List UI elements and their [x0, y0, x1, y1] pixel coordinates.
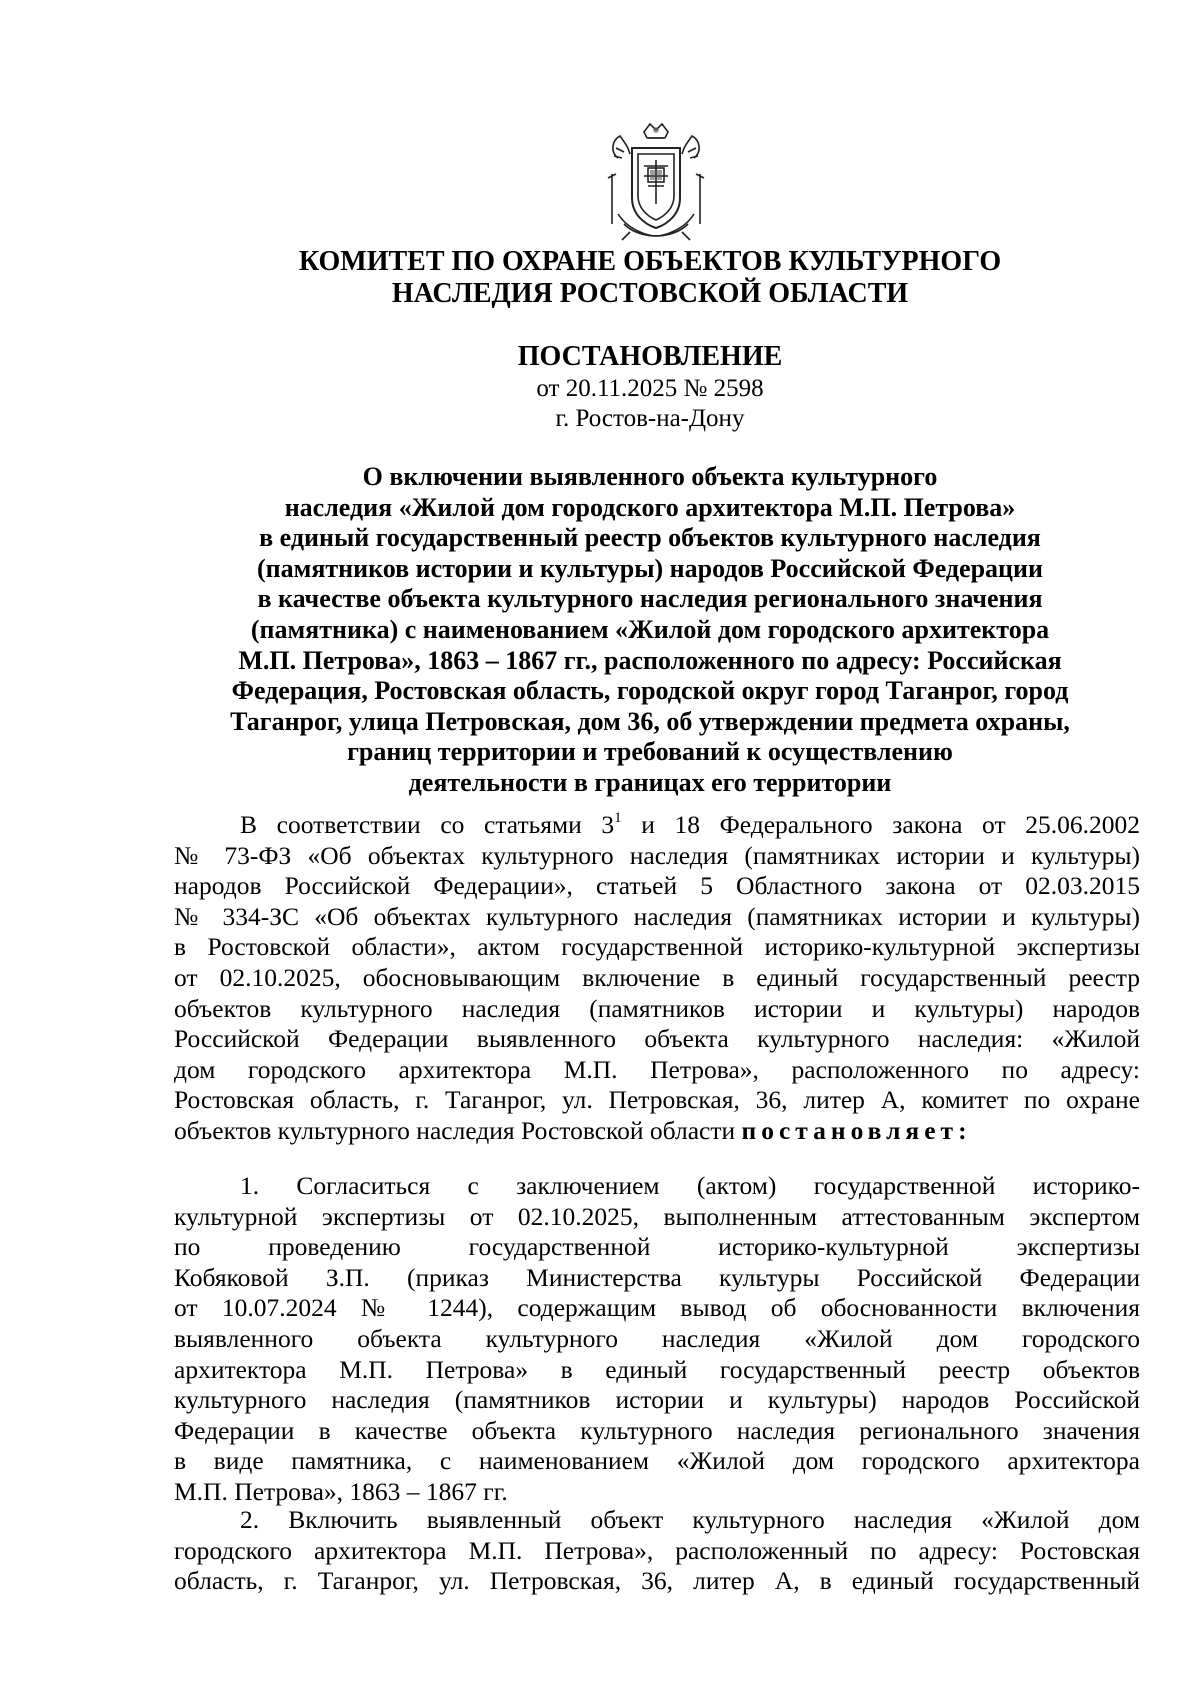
preamble-line: в Ростовской области», актом государственной историко-культурной экспертизы [174, 932, 1140, 962]
organization-title-line-2: НАСЛЕДИЯ РОСТОВСКОЙ ОБЛАСТИ [391, 278, 909, 309]
subject-line: (памятника) с наименованием «Жилой дом городского архитектора [250, 614, 1050, 644]
item-line: от 10.07.2024 № 1244), содержащим вывод об обоснованности включения [174, 1293, 1140, 1323]
subject-line: в единый государственный реестр объектов культурного наследия [259, 523, 1041, 553]
preamble-text: В соответствии со статьями 3 [240, 810, 615, 839]
item-line: культурного наследия (памятников истории и культуры) народов Российской [174, 1385, 1140, 1415]
subject-line: Таганрог, улица Петровская, дом 36, об утверждении предмета охраны, [230, 706, 1070, 736]
preamble-line: от 02.10.2025, обосновывающим включение в единый государственный реестр [174, 962, 1140, 992]
subject-line: деятельности в границах его территории [408, 767, 892, 797]
preamble-text: и 18 Федерального закона от 25.06.2002 [621, 810, 1140, 839]
item-line: Кобяковой З.П. (приказ Министерства культуры Российской Федерации [174, 1262, 1140, 1292]
item-line: область, г. Таганрог, ул. Петровская, 36, литер А, в единый государственный [174, 1566, 1140, 1596]
item-line: архитектора М.П. Петрова» в единый государственный реестр объектов [174, 1354, 1140, 1384]
coat-of-arms-icon [604, 118, 708, 246]
item-line: Федерации в качестве объекта культурного наследия регионального значения [174, 1415, 1140, 1445]
preamble-line [174, 810, 1140, 841]
subject-line: (памятников истории и культуры) народов Российской Федерации [257, 553, 1043, 583]
preamble-paragraph [174, 810, 1140, 1147]
subject-line: границ территории и требований к осуществлению [347, 737, 953, 767]
preamble-line [174, 1116, 1140, 1147]
preamble-line: № 334-ЗС «Об объектах культурного наследия (памятниках истории и культуры) [174, 901, 1140, 931]
item-line: по проведению государственной историко-культурной экспертизы [174, 1232, 1140, 1262]
subject-line: наследия «Жилой дом городского архитектора М.П. Петрова» [284, 492, 1016, 522]
item-line: городского архитектора М.П. Петрова», расположенный по адресу: Ростовская [174, 1535, 1140, 1565]
preamble-text: объектов культурного наследия Ростовской области [174, 1115, 736, 1145]
item-line: 1. Согласиться с заключением (актом) государственной историко- [240, 1171, 1140, 1200]
item-line: М.П. Петрова», 1863 – 1867 гг. [174, 1476, 508, 1506]
document-date-number: от 20.11.2025 № 2598 [536, 375, 764, 402]
organization-title [150, 246, 1150, 310]
subject-line: О включении выявленного объекта культурного [362, 462, 938, 491]
item-line: культурной экспертизы от 02.10.2025, выполненным аттестованным экспертом [174, 1201, 1140, 1231]
preamble-line: № 73-ФЗ «Об объектах культурного наследия (памятниках истории и культуры) [174, 840, 1140, 870]
organization-title-line-1: КОМИТЕТ ПО ОХРАНЕ ОБЪЕКТОВ КУЛЬТУРНОГО [298, 246, 1002, 277]
item-line: 2. Включить выявленный объект культурного наследия «Жилой дом [240, 1505, 1140, 1534]
item-line: выявленного объекта культурного наследия «Жилой дом городского [174, 1323, 1140, 1353]
document-subject [180, 462, 1120, 799]
decision-item-2 [174, 1505, 1140, 1597]
preamble-line: объектов культурного наследия (памятников истории и культуры) народов [174, 993, 1140, 1023]
document-type: ПОСТАНОВЛЕНИЕ [517, 341, 783, 372]
subject-line: в качестве объекта культурного наследия регионального значения [257, 584, 1043, 614]
preamble-line: народов Российской Федерации», статьей 5 Областного закона от 02.03.2015 [174, 871, 1140, 901]
article-superscript: 1 [614, 810, 622, 826]
preamble-line: Ростовская область, г. Таганрог, ул. Петровская, 36, литер А, комитет по охране [174, 1085, 1140, 1115]
subject-line: М.П. Петрова», 1863 – 1867 гг., расположенного по адресу: Российская [238, 645, 1062, 675]
preamble-line: дом городского архитектора М.П. Петрова», расположенного по адресу: [174, 1054, 1140, 1084]
decision-item-1 [174, 1171, 1140, 1508]
subject-line: Федерация, Ростовская область, городской округ город Таганрог, город [231, 676, 1069, 706]
document-city: г. Ростов-на-Дону [555, 405, 745, 432]
decides-keyword: постановляет: [741, 1115, 972, 1145]
preamble-line: Российской Федерации выявленного объекта культурного наследия: «Жилой [174, 1024, 1140, 1054]
item-line: в виде памятника, с наименованием «Жилой дом городского архитектора [174, 1446, 1140, 1476]
